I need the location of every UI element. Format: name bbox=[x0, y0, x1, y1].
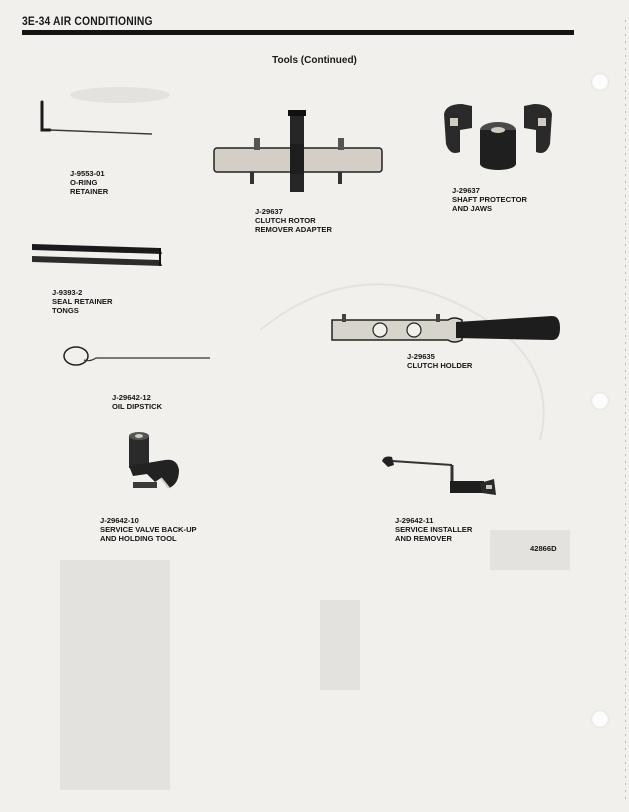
section-subtitle: Tools (Continued) bbox=[272, 55, 357, 66]
bar-puller-with-center-screw-icon bbox=[210, 108, 390, 198]
tool-name-line: CLUTCH HOLDER bbox=[407, 361, 473, 370]
tool-name-line: AND HOLDING TOOL bbox=[100, 534, 177, 543]
tool-name-line: RETAINER bbox=[70, 187, 109, 196]
caption-seal-retainer-tongs bbox=[52, 288, 112, 315]
binder-hole-top bbox=[591, 73, 609, 91]
cylindrical-protector-with-two-jaws-icon bbox=[440, 100, 560, 175]
offset-wrench-bar-icon bbox=[380, 455, 500, 505]
binder-hole-middle bbox=[591, 392, 609, 410]
tool-number: J-29637 bbox=[255, 207, 283, 216]
binder-hole-bottom bbox=[591, 710, 609, 728]
long-flat-tongs-icon bbox=[30, 238, 170, 268]
spanner-bar-with-handle-icon bbox=[328, 310, 568, 350]
tool-number: J-29642-10 bbox=[100, 516, 139, 525]
caption-clutch-holder bbox=[407, 352, 472, 370]
tool-number: J-29635 bbox=[407, 352, 435, 361]
l-shaped-hook-tool-icon bbox=[40, 100, 160, 140]
tool-number: J-9553-01 bbox=[70, 169, 105, 178]
caption-oil-dipstick bbox=[112, 393, 162, 411]
tool-name-line: REMOVER ADAPTER bbox=[255, 225, 332, 234]
looped-wire-dipstick-icon bbox=[60, 342, 220, 372]
figure-reference: 42866D bbox=[530, 544, 557, 553]
tool-name-line: O-RING bbox=[70, 178, 98, 187]
caption-clutch-rotor-remover-adapter bbox=[255, 207, 332, 234]
tool-name-line: CLUTCH ROTOR bbox=[255, 216, 316, 225]
tool-name-line: AND REMOVER bbox=[395, 534, 452, 543]
caption-o-ring-retainer bbox=[70, 169, 108, 196]
header-rule bbox=[22, 30, 574, 35]
tool-name-line: AND JAWS bbox=[452, 204, 493, 213]
tool-name-line: OIL DIPSTICK bbox=[112, 402, 163, 411]
caption-shaft-protector-and-jaws bbox=[452, 186, 527, 213]
tool-name-line: SHAFT PROTECTOR bbox=[452, 195, 527, 204]
tool-name-line: TONGS bbox=[52, 306, 79, 315]
crows-foot-wrench-with-socket-icon bbox=[125, 430, 185, 505]
header-title: 3E-34 AIR CONDITIONING bbox=[22, 14, 153, 28]
page-header bbox=[22, 12, 574, 38]
tool-number: J-29637 bbox=[452, 186, 480, 195]
tool-name-line: SEAL RETAINER bbox=[52, 297, 113, 306]
tool-name-line: SERVICE INSTALLER bbox=[395, 525, 473, 534]
tool-name-line: SERVICE VALVE BACK-UP bbox=[100, 525, 197, 534]
tool-number: J-29642-12 bbox=[112, 393, 151, 402]
caption-service-valve-tool bbox=[100, 516, 197, 543]
tool-number: J-9393-2 bbox=[52, 288, 83, 297]
tool-number: J-29642-11 bbox=[395, 516, 434, 525]
caption-service-installer-remover bbox=[395, 516, 472, 543]
